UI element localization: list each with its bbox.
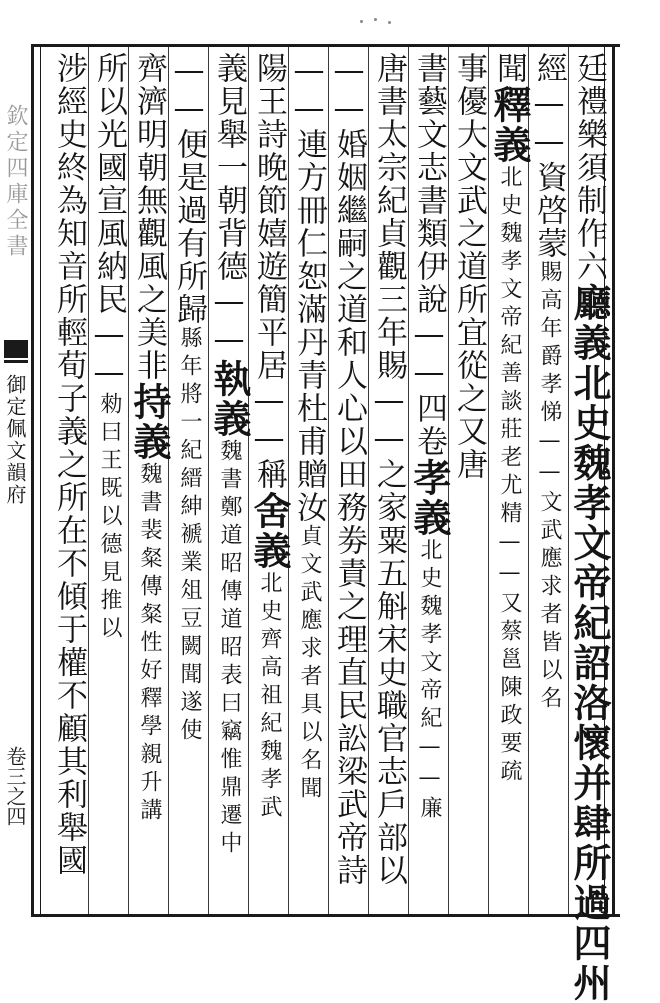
margin-title: 御定佩文韻府 [3,374,27,506]
text-column-5 [407,52,452,912]
frame-left [31,44,34,917]
column-rule [168,47,169,914]
fish-tail-mark [4,340,28,358]
fish-tail-curve [4,360,28,373]
column-text: ——便是過有所歸 [171,52,207,326]
annotation-text: 勑曰王既以德見推以 [97,392,122,644]
text-column-1 [567,52,612,1003]
text-column-7 [330,52,368,912]
column-rule [528,47,529,914]
entry-heading: 釋義 [487,85,532,165]
text-column-12 [127,52,172,912]
frame-right [612,44,615,917]
frame-bottom [32,914,620,917]
entry-heading: 持義 [127,382,172,462]
text-column-9 [247,52,292,912]
entry-heading: 孝義 [407,458,452,538]
scan-specks [360,18,400,24]
column-text: 陽王詩晚節嬉遊簡平居——稱 [251,52,287,491]
annotation-text: 賜高年爵孝悌——文武應求者皆以名 [537,260,562,714]
column-text: 廷禮樂須制作六 [571,52,607,283]
column-rule [128,47,129,914]
annotation-text: 貞文武應求者具以名聞 [297,524,322,804]
frame-top [32,44,620,47]
column-text-cont: 廳義北史魏孝文帝紀詔洛懷并肆所過四州 [567,283,612,1003]
text-column-2 [530,52,568,912]
column-text: 義見舉一朝背德—— [211,52,247,359]
annotation-text: 北史魏孝文帝紀善談莊老尤精——又蔡邕陳政要疏 [497,165,522,787]
column-rule [368,47,369,914]
text-column-13 [90,52,128,912]
column-rule [208,47,209,914]
text-column-4 [450,52,488,912]
text-column-11 [170,52,208,912]
entry-heading: 執義 [207,359,252,439]
column-text: 經——資啓蒙 [531,52,567,260]
margin-strip [0,44,30,917]
text-column-8 [290,52,328,912]
margin-page-number: 卷三之四 [3,746,27,826]
annotation-text: 魏書鄭道昭傳道昭表曰竊惟鼎遷中 [217,439,242,859]
margin-header: 欽定四庫全書 [3,104,28,260]
column-text: ——婚姻繼嗣之道和人心以田務劵責之理直民訟梁武帝詩 [331,52,367,887]
column-text: 事優大文武之道所宜從之又唐 [451,52,487,481]
column-rule [88,47,89,914]
column-rule [248,47,249,914]
column-text: 所以光國宣風納民—— [91,52,127,392]
column-text: 齊濟明朝無觀風之美非 [131,52,167,382]
annotation-text: 北史齊高祖紀魏孝武 [257,571,282,823]
column-rule [328,47,329,914]
entry-heading: 舍義 [247,491,292,571]
column-text: 涉經史終為知音所輕荀子義之所在不傾于權不顧其利舉國 [51,52,87,877]
column-rule [288,47,289,914]
column-rule [488,47,489,914]
text-column-6 [370,52,408,912]
text-column-3 [487,52,532,912]
frame-left-inner [40,44,41,917]
column-text: ——連方冊仁恕滿丹青杜甫贈汝 [291,52,327,524]
annotation-text: 北史魏孝文帝紀——廉 [417,538,442,824]
annotation-text: 縣年將一紀縉紳褫業俎豆闕聞遂使 [177,326,202,746]
text-column-10 [207,52,252,912]
column-text: 唐書太宗紀貞觀三年賜——之家粟五斛宋史職官志戶部以 [371,52,407,887]
annotation-text: 魏書裴粲傳粲性好釋學親升講 [137,462,162,826]
text-column-14 [50,52,88,912]
column-text: 聞 [491,52,527,85]
column-text: 書藝文志書類伊說——四卷 [411,52,447,458]
